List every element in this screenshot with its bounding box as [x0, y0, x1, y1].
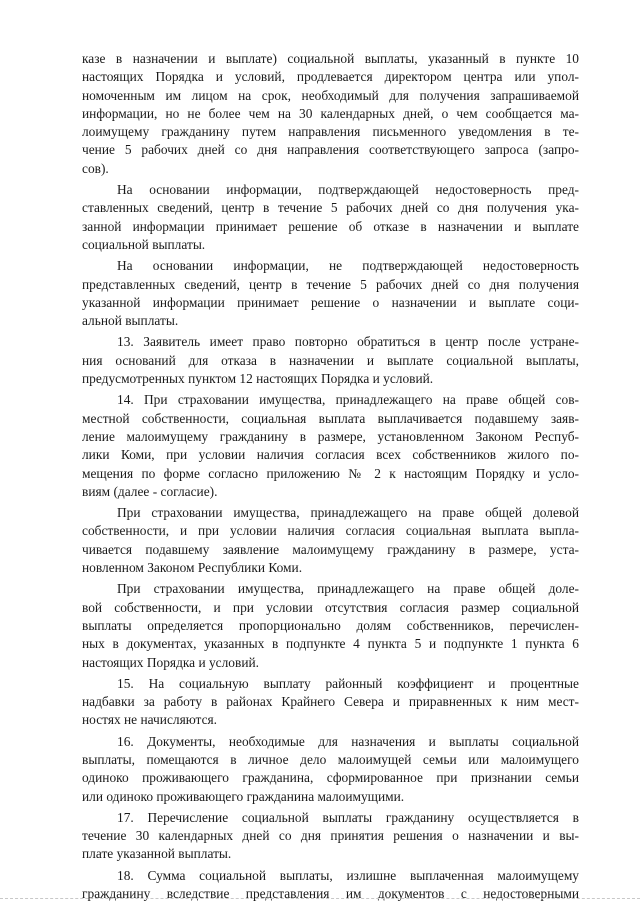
paragraph: [82, 504, 579, 577]
text-line: новленном Законом Республики Коми.: [82, 560, 303, 576]
text-line: собственности, и при условии наличия согласия социальная выплата выпла-: [82, 523, 579, 539]
text-line: течение 30 календарных дней со дня принятия решения о назначении и вы-: [82, 828, 579, 844]
text-line: 13. Заявитель имеет право повторно обратиться в центр после устране-: [117, 334, 579, 350]
text-line: местной собственности, социальная выплата выплачивается подавшему заяв-: [82, 410, 579, 426]
text-line: одиноко проживающего гражданина, сформированное при признании семьи: [82, 770, 579, 786]
paragraph: [82, 257, 579, 330]
text-line: настоящих Порядка и условий, продлевается директором центра или упол-: [82, 69, 579, 85]
text-line: плате указанной выплаты.: [82, 846, 232, 862]
text-line: При страховании имущества, принадлежащего на праве общей долевой: [117, 505, 579, 521]
text-line: лики Коми, при условии наличия согласия всех собственников жилого по-: [82, 447, 579, 463]
paragraph: [82, 809, 579, 864]
text-line: 18. Сумма социальной выплаты, излишне выплаченная малоимущему: [117, 867, 579, 883]
text-line: казе в назначении и выплате) социальной выплаты, указанный в пункте 10: [82, 51, 579, 66]
text-line: сов).: [82, 160, 109, 176]
text-line: выплаты определяется пропорционально долям собственников, перечислен-: [82, 617, 579, 633]
text-line: выплаты, помещаются в личное дело малоимущей семьи или малоимущего: [82, 751, 579, 767]
paragraph: [82, 733, 579, 806]
paragraph: [82, 675, 579, 730]
text-line: настоящих Порядка и условий.: [82, 654, 260, 670]
text-line: предусмотренных пунктом 12 настоящих Порядка и условий.: [82, 371, 434, 387]
text-line: 17. Перечисление социальной выплаты гражданину осуществляется в: [117, 809, 579, 825]
text-line: мещения по форме согласно приложению № 2 к настоящим Порядку и усло-: [82, 465, 579, 481]
text-line: вой собственности, и при условии отсутствия согласия размер социальной: [82, 599, 579, 615]
text-line: На основании информации, не подтверждающей недостоверность: [117, 258, 579, 274]
text-line: занной информации принимает решение об отказе в назначении и выплате: [82, 218, 579, 234]
text-line: ных в документах, указанных в подпункте 4 пункта 5 и подпункте 1 пункта 6: [82, 636, 579, 652]
text-line: лоимущему гражданину путем направления письменного уведомления в те-: [82, 124, 579, 140]
text-line: виям (далее - согласие).: [82, 483, 218, 499]
text-line: ния оснований для отказа в назначении и выплате социальной выплаты,: [82, 352, 579, 368]
paragraph: [82, 50, 579, 178]
text-line: информации, но не более чем на 30 календарных дней, о чем сообщается ма-: [82, 105, 579, 121]
text-line: 16. Документы, необходимые для назначения и выплаты социальной: [117, 733, 579, 749]
text-line: На основании информации, подтверждающей недостоверность пред-: [117, 182, 579, 198]
text-line: представленных сведений, центр в течение 5 рабочих дней со дня получения: [82, 276, 579, 292]
text-line: чивается подавшему заявление малоимущему гражданину в размере, уста-: [82, 541, 579, 557]
text-line: социальной выплаты.: [82, 236, 206, 252]
page-edge-line: [0, 898, 640, 900]
text-line: ностях не начисляются.: [82, 712, 218, 728]
text-line: 14. При страховании имущества, принадлежащего на праве общей сов-: [117, 392, 579, 408]
document-body: [82, 50, 579, 906]
text-line: надбавки за работу в районах Крайнего Севера и приравненных к ним мест-: [82, 694, 579, 710]
text-line: 15. На социальную выплату районный коэффициент и процентные: [117, 675, 579, 691]
paragraph: [82, 181, 579, 254]
text-line: номоченным им лицом на срок, необходимый для получения запрашиваемой: [82, 87, 579, 103]
text-line: При страховании имущества, принадлежащего на праве общей доле-: [117, 581, 579, 597]
text-line: альной выплаты.: [82, 313, 179, 329]
text-line: чение 5 рабочих дней со дня направления соответствующего запроса (запро-: [82, 142, 579, 158]
text-line: или одиноко проживающего гражданина малоимущими.: [82, 788, 405, 804]
text-line: гражданину вследствие представления им документов с недостоверными: [82, 886, 579, 902]
paragraph: [82, 391, 579, 501]
text-line: указанной информации принимает решение о назначении и выплате соци-: [82, 294, 579, 310]
text-line: ставленных сведений, центр в течение 5 рабочих дней со дня получения ука-: [82, 200, 579, 216]
text-line: ление малоимущему гражданину в размере, установленном Законом Респуб-: [82, 428, 579, 444]
paragraph: [82, 333, 579, 388]
paragraph: [82, 580, 579, 671]
